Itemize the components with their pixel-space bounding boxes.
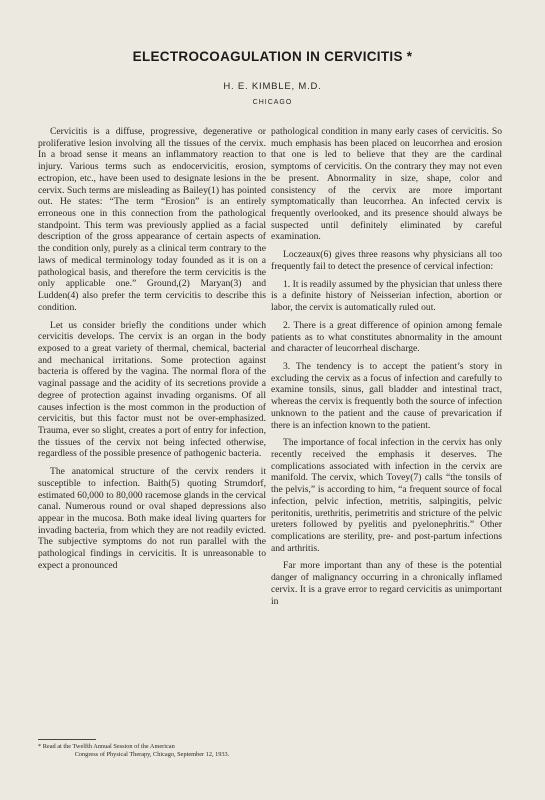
paragraph: 1. It is readily assumed by the physician that unless there is a definite history of Neisserian infection, abortion or labor, the cervix is automatically ruled out. [271, 278, 502, 314]
footnote-line: Congress of Physical Therapy, Chicago, September 12, 1933. [74, 751, 230, 758]
paragraph: Loczeaux(6) gives three reasons why physicians all too frequently fail to detect the presence of cervical infection: [271, 249, 502, 272]
paragraph: pathological condition in many early cases of cervicitis. So much emphasis has been placed on leucorrhea and erosion that one is led to believe that they are the cardinal symptoms of cervicitis. On the contrary they may not even be present. Abnormality in size, shape, color and consistency of the cervix are more important symptomatically than leucorrhea. An infected cervix is frequently overlooked, and its presence should always be suspected until definitely eliminated by careful examination. [271, 126, 502, 243]
footnote-divider [38, 739, 96, 740]
paragraph: Let us consider briefly the conditions under which cervicitis develops. The cervix is an organ in the body exposed to a great variety of thermal, chemical, bacterial and mechanical irritations. Some protection against bacteria is offered by the vagina. The normal flora of the vaginal passage and the acidity of its secretions provide a degree of protection against invading organisms. Of all causes infection is the most common in the production of cervicitis, but this factor must not be over-emphasized. Trauma, ever so slight, creates a port of entry for infection, the tissues of the cervix not being infected otherwise, regardless of the possible presence of pathogenic bacteria. [38, 319, 266, 460]
author-location: CHICAGO [252, 99, 293, 106]
article-title: ELECTROCOAGULATION IN CERVICITIS * [132, 49, 413, 64]
footnote-line: * Read at the Twelfth Annual Session of the American [38, 743, 175, 750]
footnote [38, 743, 266, 759]
left-column [38, 126, 266, 578]
paragraph: 3. The tendency is to accept the patient’s story in excluding the cervix as a focus of infection and carefully to examine tonsils, sinus, gall bladder and intestinal tract, whereas the cervix is frequently both the source of infection unknown to the patient and the cause of prevarication if there is an infection known to the patient. [271, 360, 502, 431]
paragraph: The anatomical structure of the cervix renders it susceptible to infection. Baith(5) quoting Strumdorf, estimated 60,000 to 80,000 racemose glands in the cervical canal. Numerous round or oval shaped depressions also appear in the mucosa. Both make ideal living quarters for invading bacteria, from which they are not readily evicted. The subjective symptoms do not run parallel with the pathological findings in cervicitis. It is unreasonable to expect a pronounced [38, 466, 266, 571]
right-column [271, 126, 502, 613]
paragraph: Cervicitis is a diffuse, progressive, degenerative or proliferative lesion involving all the tissues of the cervix. In a broad sense it means an inflammatory reaction to injury. Various terms such as endocervicitis, erosion, ectropion, etc., have been used to designate lesions in the cervix. Such terms are misleading as Bailey(1) has pointed out. He states: “The term “Erosion” is an entirely erroneous one in this connection from the pathological standpoint. This term was previously applied as a facial description of the gross appearance of certain aspects of the condition only, purely as a clinical term contrary to the laws of medical terminology today founded as it is on a pathological basis, and therefore the term cervicitis is the only applicable one.” Ground,(2) Maryan(3) and Ludden(4) also prefer the term cervicitis to describe this condition. [38, 126, 266, 313]
paragraph: Far more important than any of these is the potential danger of malignancy occurring in a chronically inflamed cervix. It is a grave error to regard cervicitis as unimportant in [271, 560, 502, 607]
paragraph: 2. There is a great difference of opinion among female patients as to what constitutes abnormality in the amount and character of leucorrheal discharge. [271, 319, 502, 355]
author-name: H. E. KIMBLE, M.D. [223, 81, 322, 92]
paragraph: The importance of focal infection in the cervix has only recently received the emphasis it deserves. The complications associated with infection in the cervix are manifold. The cervix, which Tovey(7) calls “the tonsils of the pelvis,” is according to him, “a frequent source of focal infection, pelvic infection, metritis, salpingitis, pelvic peritonitis, urethritis, perimetritis and stricture of the pelvic ureters followed by pyelitis and pyelonephritis.” Other complications are sterility, pre- and post-partum infections and arthritis. [271, 437, 502, 554]
